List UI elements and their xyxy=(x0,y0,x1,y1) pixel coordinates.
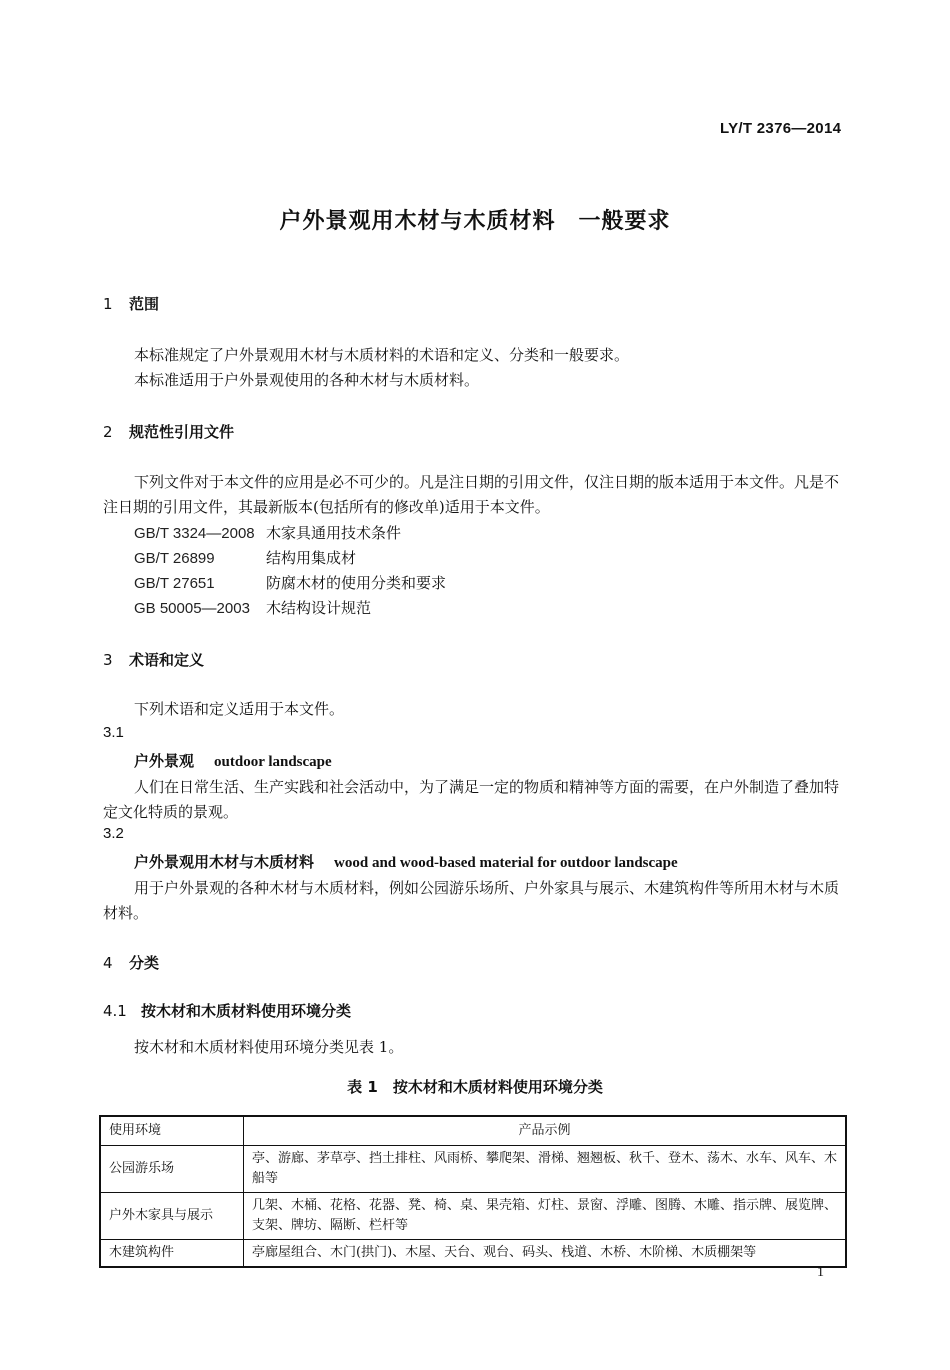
reference-code: GB/T 27651 xyxy=(134,575,215,592)
subsection-4-1-paragraph: 按木材和木质材料使用环境分类见表 1。 xyxy=(134,1038,404,1056)
table-row xyxy=(100,1146,846,1193)
section-1-heading xyxy=(103,293,159,314)
term-english: wood and wood-based material for outdoor landscape xyxy=(334,855,678,871)
examples-cell: 亭、游廊、茅草亭、挡土排柱、风雨桥、攀爬架、滑梯、翘翘板、秋千、登木、荡木、水车、风车、木船等 xyxy=(244,1146,847,1193)
document-title: 户外景观用木材与木质材料 一般要求 xyxy=(279,209,671,234)
table-caption: 表 1 按木材和木质材料使用环境分类 xyxy=(347,1078,603,1096)
section-title: 分类 xyxy=(129,954,160,972)
reference-title: 结构用集成材 xyxy=(266,549,357,567)
reference-item xyxy=(134,522,401,543)
examples-cell: 亭廊屋组合、木门(拱门)、木屋、天台、观台、码头、栈道、木桥、木阶梯、木质棚架等 xyxy=(244,1240,847,1268)
environment-cell: 木建筑构件 xyxy=(100,1240,244,1268)
term-english: outdoor landscape xyxy=(214,754,332,770)
reference-item xyxy=(134,572,446,593)
table-row xyxy=(100,1193,846,1240)
term-3-2 xyxy=(134,851,678,872)
term-3-2-definition: 用于户外景观的各种木材与木质材料，例如公园游乐场所、户外家具与展示、木建筑构件等所用木材与木质材料。 xyxy=(103,879,840,922)
section-number: 2 xyxy=(103,423,113,441)
reference-item xyxy=(134,547,356,568)
column-header-examples: 产品示例 xyxy=(244,1116,847,1146)
subsection-4-1-heading xyxy=(103,1000,351,1021)
reference-code: GB/T 3324—2008 xyxy=(134,525,255,542)
reference-title: 防腐木材的使用分类和要求 xyxy=(266,574,447,592)
term-3-1-definition: 人们在日常生活、生产实践和社会活动中，为了满足一定的物质和精神等方面的需要，在户外制造了叠加特定文化特质的景观。 xyxy=(103,778,840,821)
environment-cell: 户外木家具与展示 xyxy=(100,1193,244,1240)
term-3-1 xyxy=(134,750,332,771)
section-number: 1 xyxy=(103,295,113,313)
term-chinese: 户外景观用木材与木质材料 xyxy=(134,853,315,871)
table-header-row xyxy=(100,1116,846,1146)
table-row xyxy=(100,1240,846,1268)
section-3-heading xyxy=(103,649,204,670)
section-1-paragraph-2: 本标准适用于户外景观使用的各种木材与木质材料。 xyxy=(134,371,480,389)
section-2-paragraph-1: 下列文件对于本文件的应用是必不可少的。凡是注日期的引用文件，仅注日期的版本适用于本文件。凡是不注日期的引用文件，其最新版本(包括所有的修改单)适用于本文件。 xyxy=(103,473,840,516)
reference-title: 木结构设计规范 xyxy=(266,599,372,617)
column-header-environment: 使用环境 xyxy=(100,1116,244,1146)
section-number: 4 xyxy=(103,954,113,972)
section-title: 术语和定义 xyxy=(129,651,205,669)
page-number: 1 xyxy=(817,1265,824,1280)
reference-item xyxy=(134,597,371,618)
clause-number-3-1: 3.1 xyxy=(103,724,124,741)
reference-title: 木家具通用技术条件 xyxy=(266,524,402,542)
examples-cell: 几架、木桶、花格、花器、凳、椅、桌、果壳箱、灯柱、景窗、浮雕、图腾、木雕、指示牌、展览牌、支架、牌坊、隔断、栏杆等 xyxy=(244,1193,847,1240)
reference-code: GB/T 26899 xyxy=(134,550,215,567)
section-title: 范围 xyxy=(129,295,160,313)
section-3-paragraph-1: 下列术语和定义适用于本文件。 xyxy=(134,700,345,718)
reference-code: GB 50005—2003 xyxy=(134,600,250,617)
subsection-title: 按木材和木质材料使用环境分类 xyxy=(141,1002,352,1020)
section-title: 规范性引用文件 xyxy=(129,423,235,441)
section-1-paragraph-1: 本标准规定了户外景观用木材与木质材料的术语和定义、分类和一般要求。 xyxy=(134,346,630,364)
environment-cell: 公园游乐场 xyxy=(100,1146,244,1193)
clause-number-3-2: 3.2 xyxy=(103,825,124,842)
subsection-number: 4.1 xyxy=(103,1002,127,1020)
section-4-heading xyxy=(103,952,159,973)
section-2-heading xyxy=(103,421,234,442)
usage-environment-table xyxy=(99,1115,847,1268)
term-chinese: 户外景观 xyxy=(134,752,195,770)
section-number: 3 xyxy=(103,651,113,669)
standard-code: LY/T 2376—2014 xyxy=(720,120,842,137)
